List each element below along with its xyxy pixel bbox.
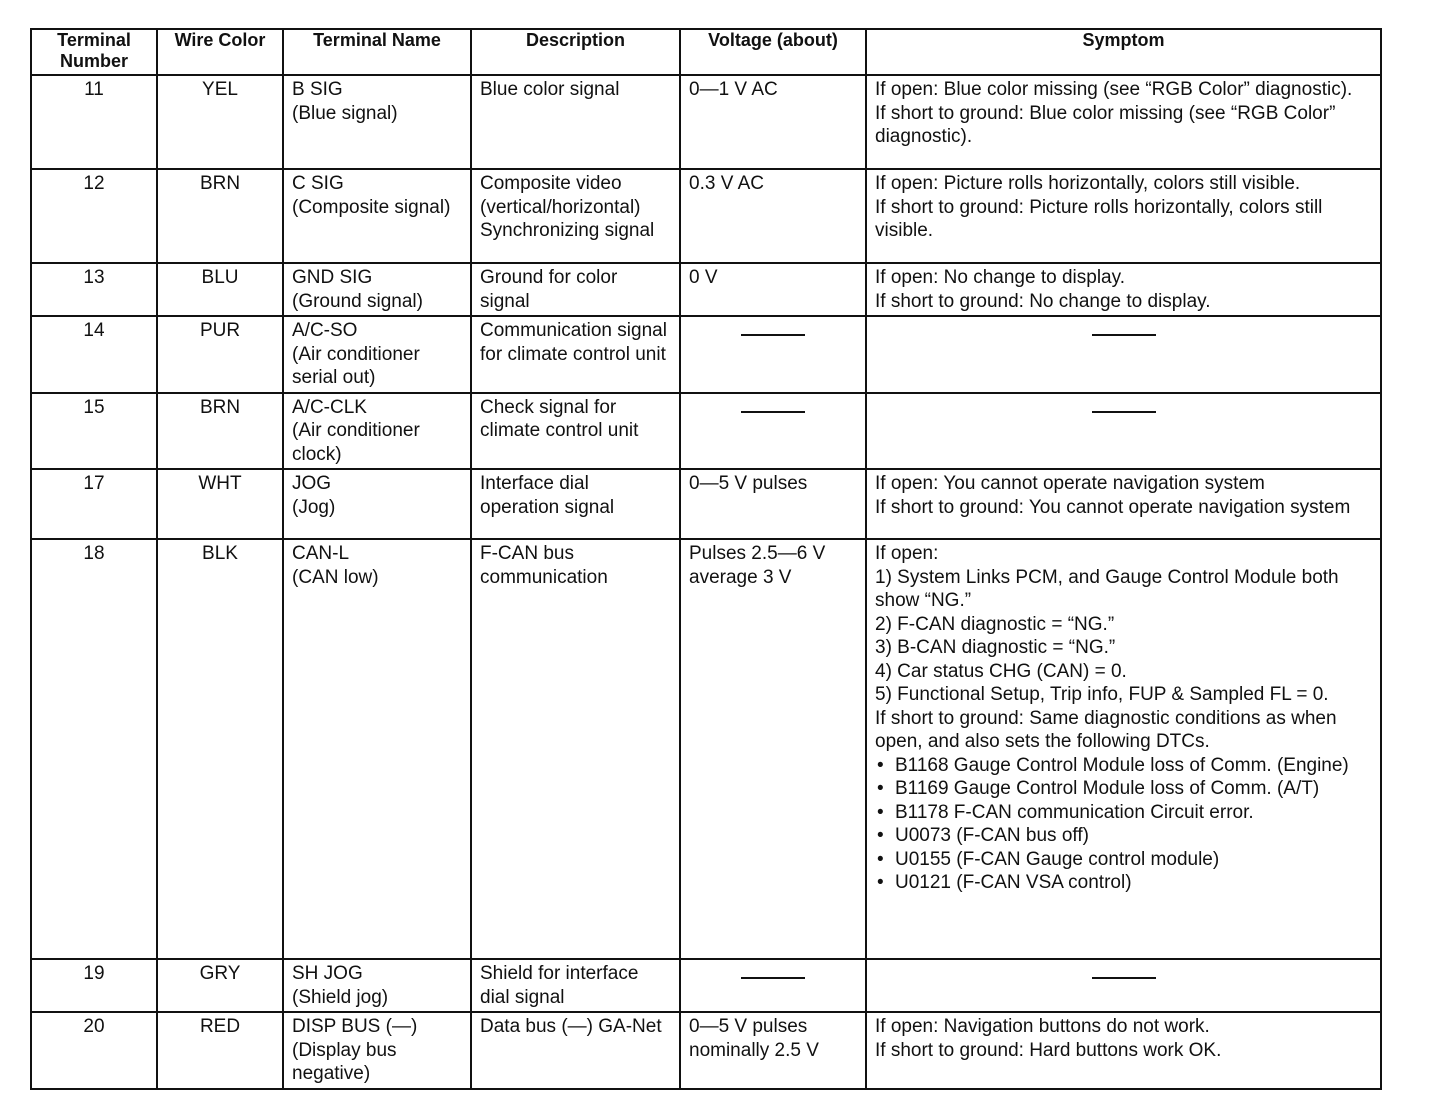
terminal-number-cell: 19: [31, 959, 157, 1012]
terminal-name: GND SIG: [292, 267, 373, 288]
terminal-number-cell: 13: [31, 263, 157, 316]
terminal-number-cell: 18: [31, 539, 157, 959]
terminal-name-detail: (Composite signal): [292, 196, 451, 218]
voltage-cell: 0—1 V AC: [680, 75, 866, 169]
terminal-name-detail: (Ground signal): [292, 290, 423, 312]
dtc-item: • B1178 F-CAN communication Circuit error.: [875, 801, 1372, 825]
terminal-number-cell: 12: [31, 169, 157, 263]
terminal-name-cell: [283, 316, 471, 393]
symptom-step: 1) System Links PCM, and Gauge Control Module both show “NG.”: [875, 566, 1339, 611]
header-terminal-number: Terminal Number: [31, 29, 157, 75]
not-applicable-dash: [1092, 411, 1156, 413]
not-applicable-dash: [741, 411, 805, 413]
voltage-cell: Pulses 2.5—6 V average 3 V: [680, 539, 866, 959]
symptom-cell: [866, 393, 1381, 470]
dtc-item: • B1168 Gauge Control Module loss of Comm. (Engine): [875, 754, 1372, 778]
symptom-open: If open: No change to display.: [875, 267, 1125, 288]
table-row: [31, 75, 1381, 169]
header-row: [31, 29, 1381, 75]
wire-color-cell: RED: [157, 1012, 283, 1089]
symptom-short: If short to ground: Same diagnostic conditions as when open, and also sets the following DTCs.: [875, 707, 1337, 752]
terminal-number-cell: 11: [31, 75, 157, 169]
terminal-name: C SIG: [292, 173, 344, 194]
voltage-cell: 0—5 V pulses nominally 2.5 V: [680, 1012, 866, 1089]
symptom-cell: [866, 316, 1381, 393]
terminal-name-detail: (Display bus negative): [292, 1039, 397, 1084]
symptom-step: 3) B-CAN diagnostic = “NG.”: [875, 637, 1116, 658]
symptom-step: 5) Functional Setup, Trip info, FUP & Sampled FL = 0.: [875, 684, 1329, 705]
description-cell: Shield for interface dial signal: [471, 959, 680, 1012]
symptom-open: If open: Blue color missing (see “RGB Color” diagnostic).: [875, 79, 1353, 100]
symptom-step: 2) F-CAN diagnostic = “NG.”: [875, 613, 1115, 635]
symptom-open: If open:: [875, 543, 939, 564]
terminal-name-cell: [283, 169, 471, 263]
symptom-cell: [866, 263, 1381, 316]
not-applicable-dash: [741, 334, 805, 336]
terminal-name-detail: (Air conditioner serial out): [292, 343, 420, 388]
symptom-cell: [866, 539, 1381, 959]
terminal-number-cell: 20: [31, 1012, 157, 1089]
table-row: [31, 959, 1381, 1012]
table-row: [31, 316, 1381, 393]
wire-color-cell: BLK: [157, 539, 283, 959]
voltage-cell: 0—5 V pulses: [680, 469, 866, 539]
terminal-name: CAN-L: [292, 543, 350, 564]
symptom-cell: [866, 959, 1381, 1012]
terminal-name: SH JOG: [292, 963, 363, 984]
description-cell: Check signal for climate control unit: [471, 393, 680, 470]
terminal-table: [30, 28, 1382, 1090]
header-terminal-name: Terminal Name: [283, 29, 471, 75]
description-cell: Ground for color signal: [471, 263, 680, 316]
terminal-name-cell: [283, 75, 471, 169]
table-row: [31, 469, 1381, 539]
symptom-open: If open: You cannot operate navigation system: [875, 473, 1265, 494]
terminal-name-cell: [283, 539, 471, 959]
terminal-number-cell: 15: [31, 393, 157, 470]
table-row: [31, 393, 1381, 470]
description-cell: Interface dial operation signal: [471, 469, 680, 539]
symptom-open: If open: Navigation buttons do not work.: [875, 1016, 1210, 1037]
symptom-cell: [866, 169, 1381, 263]
terminal-name-detail: (Blue signal): [292, 102, 398, 124]
not-applicable-dash: [741, 977, 805, 979]
voltage-cell: 0 V: [680, 263, 866, 316]
description-cell: F-CAN bus communication: [471, 539, 680, 959]
table-row: [31, 263, 1381, 316]
wire-color-cell: GRY: [157, 959, 283, 1012]
voltage-cell: [680, 959, 866, 1012]
wire-color-cell: YEL: [157, 75, 283, 169]
not-applicable-dash: [1092, 977, 1156, 979]
wire-color-cell: BRN: [157, 169, 283, 263]
voltage-cell: [680, 316, 866, 393]
terminal-name: A/C-SO: [292, 320, 358, 341]
symptom-short: If short to ground: Blue color missing (see “RGB Color” diagnostic).: [875, 102, 1336, 147]
dtc-item: • U0073 (F-CAN bus off): [875, 824, 1372, 848]
terminal-name: A/C-CLK: [292, 396, 367, 418]
terminal-name-detail: (Air conditioner clock): [292, 420, 420, 465]
symptom-cell: [866, 75, 1381, 169]
terminal-name: B SIG: [292, 79, 343, 100]
symptom-short: If short to ground: No change to display.: [875, 290, 1211, 312]
table-row: [31, 169, 1381, 263]
terminal-name-detail: (Shield jog): [292, 986, 389, 1008]
terminal-number-cell: 14: [31, 316, 157, 393]
symptom-cell: [866, 1012, 1381, 1089]
description-cell: Blue color signal: [471, 75, 680, 169]
terminal-name-cell: [283, 959, 471, 1012]
header-description: Description: [471, 29, 680, 75]
terminal-name-cell: [283, 263, 471, 316]
wire-color-cell: BRN: [157, 393, 283, 470]
table-row: [31, 539, 1381, 959]
symptom-open: If open: Picture rolls horizontally, colors still visible.: [875, 173, 1301, 194]
dtc-item: • U0121 (F-CAN VSA control): [875, 871, 1372, 895]
terminal-name-detail: (Jog): [292, 496, 336, 518]
wire-color-cell: BLU: [157, 263, 283, 316]
terminal-name: JOG: [292, 473, 332, 494]
dtc-list: [875, 754, 1372, 895]
dtc-item: • B1169 Gauge Control Module loss of Comm. (A/T): [875, 777, 1372, 801]
table-row: [31, 1012, 1381, 1089]
voltage-cell: [680, 393, 866, 470]
terminal-table-container: [30, 28, 1380, 1090]
dtc-item: • U0155 (F-CAN Gauge control module): [875, 848, 1372, 872]
symptom-cell: [866, 469, 1381, 539]
symptom-short: If short to ground: Hard buttons work OK.: [875, 1039, 1222, 1061]
description-cell: Data bus (—) GA-Net: [471, 1012, 680, 1089]
symptom-step: 4) Car status CHG (CAN) = 0.: [875, 660, 1127, 682]
wire-color-cell: WHT: [157, 469, 283, 539]
wire-color-cell: PUR: [157, 316, 283, 393]
voltage-cell: 0.3 V AC: [680, 169, 866, 263]
not-applicable-dash: [1092, 334, 1156, 336]
terminal-name-cell: [283, 393, 471, 470]
terminal-number-cell: 17: [31, 469, 157, 539]
terminal-name-detail: (CAN low): [292, 566, 379, 588]
terminal-name-cell: [283, 469, 471, 539]
header-symptom: Symptom: [866, 29, 1381, 75]
description-cell: Composite video (vertical/horizontal) Synchronizing signal: [471, 169, 680, 263]
symptom-short: If short to ground: You cannot operate navigation system: [875, 496, 1351, 518]
description-cell: Communication signal for climate control unit: [471, 316, 680, 393]
header-wire-color: Wire Color: [157, 29, 283, 75]
terminal-name-cell: [283, 1012, 471, 1089]
header-voltage: Voltage (about): [680, 29, 866, 75]
symptom-short: If short to ground: Picture rolls horizontally, colors still visible.: [875, 196, 1323, 241]
terminal-name: DISP BUS (—): [292, 1016, 418, 1037]
